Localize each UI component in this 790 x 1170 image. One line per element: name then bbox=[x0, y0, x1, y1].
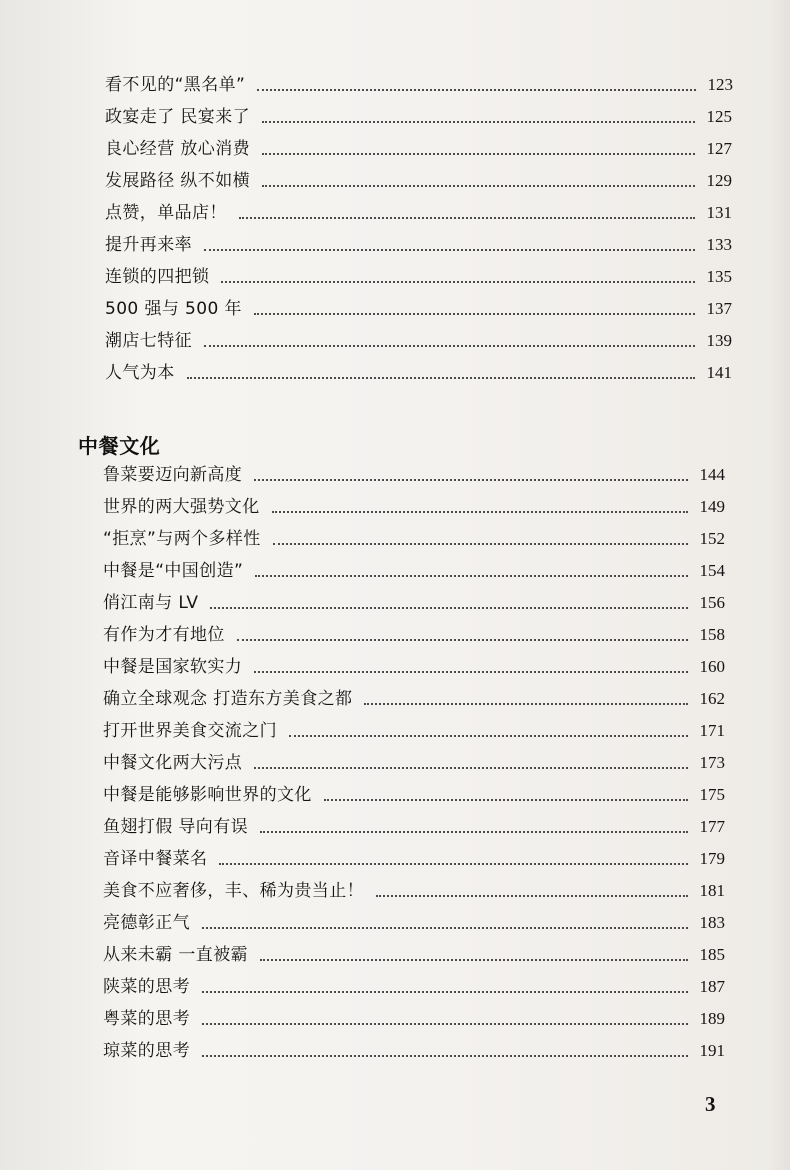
dotted-leader bbox=[257, 59, 695, 91]
toc-item-title: “拒烹”与两个多样性 bbox=[103, 529, 261, 549]
page-number: 3 bbox=[705, 1092, 716, 1116]
toc-item-title: 亮德彰正气 bbox=[103, 913, 190, 933]
dotted-leader bbox=[221, 251, 694, 283]
toc-item-page: 171 bbox=[699, 721, 725, 740]
toc-item-page: 123 bbox=[707, 75, 733, 94]
dotted-leader bbox=[255, 545, 687, 577]
dotted-leader bbox=[260, 801, 687, 833]
dotted-leader bbox=[262, 91, 694, 123]
toc-item-title: 政宴走了 民宴来了 bbox=[105, 107, 251, 127]
toc-item-page: 183 bbox=[699, 913, 725, 932]
toc-item-page: 137 bbox=[706, 299, 732, 318]
toc-row bbox=[103, 1036, 725, 1066]
toc-item-title: 中餐是能够影响世界的文化 bbox=[103, 785, 312, 805]
toc-item-page: 191 bbox=[699, 1041, 725, 1060]
toc-item-page: 152 bbox=[699, 529, 725, 548]
dotted-leader bbox=[254, 737, 687, 769]
toc-item-page: 125 bbox=[706, 107, 732, 126]
toc-item-title: 人气为本 bbox=[105, 363, 175, 383]
dotted-leader bbox=[254, 641, 687, 673]
dotted-leader bbox=[376, 865, 688, 897]
section-heading: 中餐文化 bbox=[78, 434, 161, 458]
dotted-leader bbox=[273, 513, 688, 545]
toc-item-title: 鲁菜要迈向新高度 bbox=[103, 465, 243, 485]
dotted-leader bbox=[202, 1025, 688, 1057]
toc-item-page: 189 bbox=[699, 1009, 725, 1028]
toc-item-title: 连锁的四把锁 bbox=[105, 267, 210, 287]
dotted-leader bbox=[237, 609, 688, 641]
toc-item-title: 中餐文化两大污点 bbox=[103, 753, 243, 773]
dotted-leader bbox=[260, 929, 687, 961]
dotted-leader bbox=[202, 961, 688, 993]
toc-item-title: 粤菜的思考 bbox=[103, 1009, 190, 1029]
toc-item-title: 从来未霸 一直被霸 bbox=[103, 945, 249, 965]
dotted-leader bbox=[202, 993, 688, 1025]
dotted-leader bbox=[204, 315, 695, 347]
toc-item-title: 琼菜的思考 bbox=[103, 1041, 190, 1061]
dotted-leader bbox=[364, 673, 687, 705]
toc-item-page: 131 bbox=[706, 203, 732, 222]
toc-item-page: 133 bbox=[706, 235, 732, 254]
dotted-leader bbox=[210, 577, 687, 609]
toc-item-page: 135 bbox=[706, 267, 732, 286]
dotted-leader bbox=[262, 123, 694, 155]
toc-item-title: 陕菜的思考 bbox=[103, 977, 190, 997]
dotted-leader bbox=[272, 481, 688, 513]
toc-item-page: 149 bbox=[699, 497, 725, 516]
toc-item-page: 156 bbox=[699, 593, 725, 612]
toc-item-title: 中餐是国家软实力 bbox=[103, 657, 243, 677]
toc-item-page: 129 bbox=[706, 171, 732, 190]
dotted-leader bbox=[187, 347, 695, 379]
toc-item-page: 185 bbox=[699, 945, 725, 964]
toc-item-page: 158 bbox=[699, 625, 725, 644]
toc-item-page: 144 bbox=[699, 465, 725, 484]
toc-item-page: 187 bbox=[699, 977, 725, 996]
toc-item-title: 点赞，单品店！ bbox=[105, 203, 227, 223]
dotted-leader bbox=[254, 449, 687, 481]
toc-item-page: 173 bbox=[699, 753, 725, 772]
toc-item-page: 141 bbox=[706, 363, 732, 382]
toc-item-page: 127 bbox=[706, 139, 732, 158]
dotted-leader bbox=[219, 833, 687, 865]
toc-item-page: 175 bbox=[699, 785, 725, 804]
toc-item-title: 鱼翅打假 导向有误 bbox=[103, 817, 249, 837]
toc-item-page: 160 bbox=[699, 657, 725, 676]
toc-item-page: 177 bbox=[699, 817, 725, 836]
toc-item-page: 162 bbox=[699, 689, 725, 708]
toc-item-title: 音译中餐菜名 bbox=[103, 849, 208, 869]
dotted-leader bbox=[204, 219, 695, 251]
toc-item-title: 美食不应奢侈，丰、稀为贵当止！ bbox=[103, 881, 364, 901]
dotted-leader bbox=[262, 155, 694, 187]
toc-item-title: 中餐是“中国创造” bbox=[103, 561, 244, 581]
toc-item-page: 139 bbox=[706, 331, 732, 350]
dotted-leader bbox=[324, 769, 688, 801]
dotted-leader bbox=[202, 897, 688, 929]
toc-item-title: 发展路径 纵不如横 bbox=[105, 171, 251, 191]
toc-item-page: 179 bbox=[699, 849, 725, 868]
toc-item-title: 良心经营 放心消费 bbox=[105, 139, 251, 159]
toc-item-title: 打开世界美食交流之门 bbox=[103, 721, 277, 741]
toc-item-page: 154 bbox=[699, 561, 725, 580]
dotted-leader bbox=[289, 705, 688, 737]
toc-item-title: 提升再来率 bbox=[105, 235, 192, 255]
toc-item-title: 有作为才有地位 bbox=[103, 625, 225, 645]
toc-item-title: 看不见的“黑名单” bbox=[105, 75, 246, 95]
toc-item-title: 世界的两大强势文化 bbox=[103, 497, 260, 517]
toc-row bbox=[105, 358, 732, 388]
toc-item-title: 俏江南与 LV bbox=[103, 593, 199, 613]
toc-item-title: 500 强与 500 年 bbox=[105, 299, 242, 319]
toc-item-title: 潮店七特征 bbox=[105, 331, 192, 351]
toc-item-title: 确立全球观念 打造东方美食之都 bbox=[103, 689, 353, 709]
dotted-leader bbox=[239, 187, 695, 219]
dotted-leader bbox=[254, 283, 695, 315]
toc-item-page: 181 bbox=[699, 881, 725, 900]
